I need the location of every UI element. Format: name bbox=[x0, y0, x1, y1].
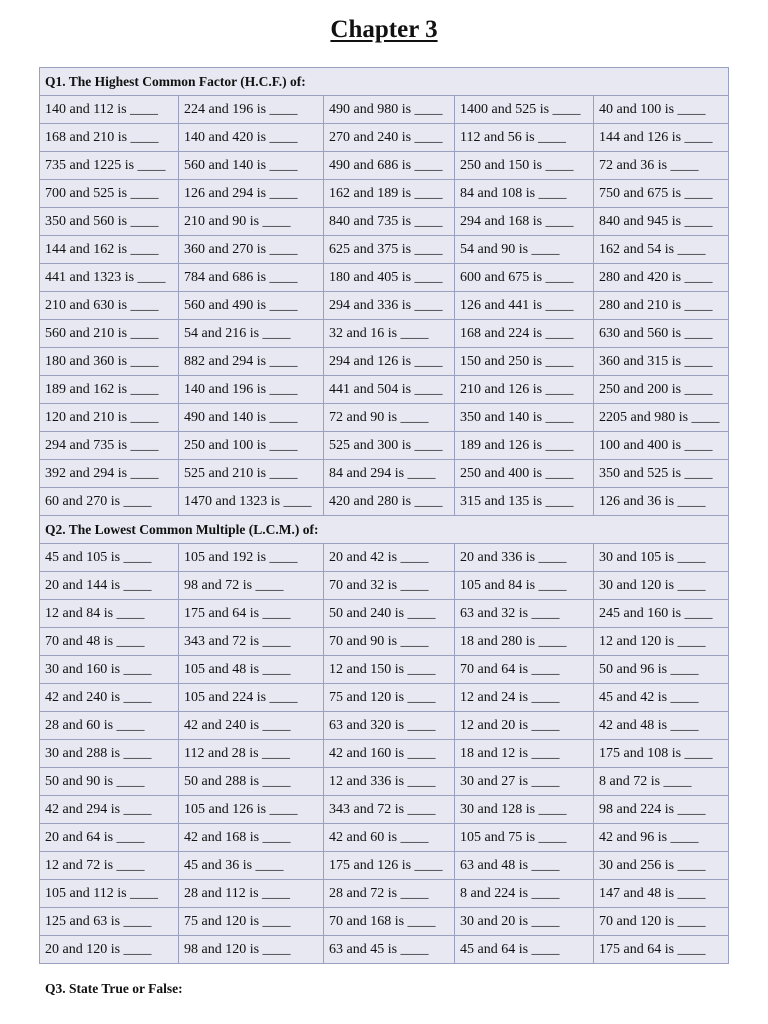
question-cell: 32 and 16 is ____ bbox=[324, 320, 455, 348]
question-cell: 280 and 210 is ____ bbox=[594, 292, 729, 320]
question-cell: 175 and 126 is ____ bbox=[324, 852, 455, 880]
question-cell: 147 and 48 is ____ bbox=[594, 880, 729, 908]
q1-heading-row bbox=[40, 68, 729, 96]
question-cell: 168 and 224 is ____ bbox=[455, 320, 594, 348]
question-cell: 70 and 64 is ____ bbox=[455, 656, 594, 684]
question-cell: 245 and 160 is ____ bbox=[594, 600, 729, 628]
question-cell: 210 and 126 is ____ bbox=[455, 376, 594, 404]
question-cell: 126 and 294 is ____ bbox=[179, 180, 324, 208]
question-cell: 30 and 120 is ____ bbox=[594, 572, 729, 600]
question-cell: 700 and 525 is ____ bbox=[40, 180, 179, 208]
table-row bbox=[40, 152, 729, 180]
question-cell: 20 and 120 is ____ bbox=[40, 936, 179, 964]
question-cell: 50 and 90 is ____ bbox=[40, 768, 179, 796]
question-cell: 70 and 90 is ____ bbox=[324, 628, 455, 656]
question-cell: 189 and 162 is ____ bbox=[40, 376, 179, 404]
question-cell: 70 and 120 is ____ bbox=[594, 908, 729, 936]
question-cell: 343 and 72 is ____ bbox=[324, 796, 455, 824]
question-cell: 105 and 126 is ____ bbox=[179, 796, 324, 824]
question-cell: 600 and 675 is ____ bbox=[455, 264, 594, 292]
question-cell: 625 and 375 is ____ bbox=[324, 236, 455, 264]
question-cell: 8 and 224 is ____ bbox=[455, 880, 594, 908]
question-cell: 70 and 48 is ____ bbox=[40, 628, 179, 656]
question-cell: 28 and 112 is ____ bbox=[179, 880, 324, 908]
page-title: Chapter 3 bbox=[330, 16, 438, 43]
question-cell: 45 and 105 is ____ bbox=[40, 544, 179, 572]
question-cell: 112 and 56 is ____ bbox=[455, 124, 594, 152]
question-cell: 50 and 240 is ____ bbox=[324, 600, 455, 628]
question-cell: 140 and 420 is ____ bbox=[179, 124, 324, 152]
table-row bbox=[40, 348, 729, 376]
question-cell: 12 and 150 is ____ bbox=[324, 656, 455, 684]
question-cell: 2205 and 980 is ____ bbox=[594, 404, 729, 432]
question-cell: 70 and 168 is ____ bbox=[324, 908, 455, 936]
table-row bbox=[40, 292, 729, 320]
question-cell: 63 and 45 is ____ bbox=[324, 936, 455, 964]
question-cell: 20 and 336 is ____ bbox=[455, 544, 594, 572]
question-cell: 28 and 60 is ____ bbox=[40, 712, 179, 740]
question-cell: 144 and 162 is ____ bbox=[40, 236, 179, 264]
question-cell: 45 and 64 is ____ bbox=[455, 936, 594, 964]
table-row bbox=[40, 320, 729, 348]
question-cell: 360 and 270 is ____ bbox=[179, 236, 324, 264]
question-cell: 42 and 168 is ____ bbox=[179, 824, 324, 852]
question-cell: 28 and 72 is ____ bbox=[324, 880, 455, 908]
question-cell: 162 and 54 is ____ bbox=[594, 236, 729, 264]
question-cell: 12 and 120 is ____ bbox=[594, 628, 729, 656]
question-cell: 360 and 315 is ____ bbox=[594, 348, 729, 376]
table-row bbox=[40, 740, 729, 768]
question-cell: 490 and 140 is ____ bbox=[179, 404, 324, 432]
question-cell: 42 and 48 is ____ bbox=[594, 712, 729, 740]
q1-heading: Q1. The Highest Common Factor (H.C.F.) of: bbox=[40, 68, 729, 96]
table-row bbox=[40, 852, 729, 880]
question-cell: 42 and 160 is ____ bbox=[324, 740, 455, 768]
table-row bbox=[40, 460, 729, 488]
question-cell: 30 and 128 is ____ bbox=[455, 796, 594, 824]
table-row bbox=[40, 600, 729, 628]
table-row bbox=[40, 180, 729, 208]
question-cell: 560 and 210 is ____ bbox=[40, 320, 179, 348]
question-cell: 224 and 196 is ____ bbox=[179, 96, 324, 124]
question-cell: 42 and 240 is ____ bbox=[179, 712, 324, 740]
question-cell: 105 and 75 is ____ bbox=[455, 824, 594, 852]
table-row bbox=[40, 628, 729, 656]
question-cell: 98 and 120 is ____ bbox=[179, 936, 324, 964]
question-cell: 70 and 32 is ____ bbox=[324, 572, 455, 600]
question-cell: 250 and 100 is ____ bbox=[179, 432, 324, 460]
question-cell: 30 and 27 is ____ bbox=[455, 768, 594, 796]
question-cell: 490 and 686 is ____ bbox=[324, 152, 455, 180]
table-row bbox=[40, 264, 729, 292]
question-cell: 40 and 100 is ____ bbox=[594, 96, 729, 124]
question-cell: 75 and 120 is ____ bbox=[179, 908, 324, 936]
question-cell: 210 and 90 is ____ bbox=[179, 208, 324, 236]
question-cell: 20 and 64 is ____ bbox=[40, 824, 179, 852]
question-cell: 840 and 945 is ____ bbox=[594, 208, 729, 236]
question-cell: 250 and 200 is ____ bbox=[594, 376, 729, 404]
question-cell: 343 and 72 is ____ bbox=[179, 628, 324, 656]
question-cell: 18 and 12 is ____ bbox=[455, 740, 594, 768]
question-cell: 12 and 336 is ____ bbox=[324, 768, 455, 796]
question-cell: 784 and 686 is ____ bbox=[179, 264, 324, 292]
question-cell: 294 and 126 is ____ bbox=[324, 348, 455, 376]
question-cell: 560 and 140 is ____ bbox=[179, 152, 324, 180]
table-row bbox=[40, 656, 729, 684]
question-cell: 75 and 120 is ____ bbox=[324, 684, 455, 712]
question-cell: 50 and 96 is ____ bbox=[594, 656, 729, 684]
question-cell: 12 and 84 is ____ bbox=[40, 600, 179, 628]
question-cell: 105 and 224 is ____ bbox=[179, 684, 324, 712]
question-cell: 441 and 1323 is ____ bbox=[40, 264, 179, 292]
question-cell: 175 and 64 is ____ bbox=[594, 936, 729, 964]
question-cell: 315 and 135 is ____ bbox=[455, 488, 594, 516]
question-cell: 525 and 210 is ____ bbox=[179, 460, 324, 488]
question-cell: 250 and 150 is ____ bbox=[455, 152, 594, 180]
question-cell: 72 and 90 is ____ bbox=[324, 404, 455, 432]
question-cell: 63 and 320 is ____ bbox=[324, 712, 455, 740]
question-cell: 30 and 288 is ____ bbox=[40, 740, 179, 768]
table-row bbox=[40, 488, 729, 516]
question-cell: 1470 and 1323 is ____ bbox=[179, 488, 324, 516]
question-cell: 105 and 192 is ____ bbox=[179, 544, 324, 572]
question-cell: 84 and 294 is ____ bbox=[324, 460, 455, 488]
q3-heading: Q3. State True or False: bbox=[45, 981, 183, 996]
question-cell: 270 and 240 is ____ bbox=[324, 124, 455, 152]
table-row bbox=[40, 208, 729, 236]
question-cell: 162 and 189 is ____ bbox=[324, 180, 455, 208]
question-cell: 50 and 288 is ____ bbox=[179, 768, 324, 796]
table-row bbox=[40, 796, 729, 824]
q2-heading-row bbox=[40, 516, 729, 544]
question-cell: 8 and 72 is ____ bbox=[594, 768, 729, 796]
question-cell: 105 and 84 is ____ bbox=[455, 572, 594, 600]
question-cell: 54 and 90 is ____ bbox=[455, 236, 594, 264]
question-cell: 144 and 126 is ____ bbox=[594, 124, 729, 152]
table-row bbox=[40, 432, 729, 460]
question-cell: 45 and 42 is ____ bbox=[594, 684, 729, 712]
table-row bbox=[40, 236, 729, 264]
table-row bbox=[40, 880, 729, 908]
question-cell: 45 and 36 is ____ bbox=[179, 852, 324, 880]
question-cell: 98 and 224 is ____ bbox=[594, 796, 729, 824]
question-cell: 42 and 60 is ____ bbox=[324, 824, 455, 852]
question-cell: 42 and 240 is ____ bbox=[40, 684, 179, 712]
question-cell: 180 and 360 is ____ bbox=[40, 348, 179, 376]
question-cell: 42 and 294 is ____ bbox=[40, 796, 179, 824]
question-cell: 441 and 504 is ____ bbox=[324, 376, 455, 404]
worksheet-table bbox=[39, 67, 729, 964]
question-cell: 175 and 108 is ____ bbox=[594, 740, 729, 768]
question-cell: 30 and 105 is ____ bbox=[594, 544, 729, 572]
question-cell: 20 and 144 is ____ bbox=[40, 572, 179, 600]
table-row bbox=[40, 768, 729, 796]
question-cell: 280 and 420 is ____ bbox=[594, 264, 729, 292]
question-cell: 105 and 112 is ____ bbox=[40, 880, 179, 908]
table-row bbox=[40, 572, 729, 600]
question-cell: 490 and 980 is ____ bbox=[324, 96, 455, 124]
question-cell: 140 and 112 is ____ bbox=[40, 96, 179, 124]
question-cell: 294 and 336 is ____ bbox=[324, 292, 455, 320]
question-cell: 126 and 441 is ____ bbox=[455, 292, 594, 320]
question-cell: 125 and 63 is ____ bbox=[40, 908, 179, 936]
question-cell: 189 and 126 is ____ bbox=[455, 432, 594, 460]
q2-heading: Q2. The Lowest Common Multiple (L.C.M.) of: bbox=[40, 516, 729, 544]
question-cell: 1400 and 525 is ____ bbox=[455, 96, 594, 124]
question-cell: 60 and 270 is ____ bbox=[40, 488, 179, 516]
table-row bbox=[40, 544, 729, 572]
question-cell: 12 and 24 is ____ bbox=[455, 684, 594, 712]
question-cell: 30 and 256 is ____ bbox=[594, 852, 729, 880]
question-cell: 12 and 72 is ____ bbox=[40, 852, 179, 880]
table-row bbox=[40, 124, 729, 152]
question-cell: 750 and 675 is ____ bbox=[594, 180, 729, 208]
question-cell: 100 and 400 is ____ bbox=[594, 432, 729, 460]
question-cell: 350 and 525 is ____ bbox=[594, 460, 729, 488]
question-cell: 30 and 160 is ____ bbox=[40, 656, 179, 684]
question-cell: 63 and 48 is ____ bbox=[455, 852, 594, 880]
question-cell: 42 and 96 is ____ bbox=[594, 824, 729, 852]
table-row bbox=[40, 96, 729, 124]
question-cell: 30 and 20 is ____ bbox=[455, 908, 594, 936]
table-row bbox=[40, 908, 729, 936]
table-row bbox=[40, 404, 729, 432]
question-cell: 126 and 36 is ____ bbox=[594, 488, 729, 516]
question-cell: 140 and 196 is ____ bbox=[179, 376, 324, 404]
question-cell: 735 and 1225 is ____ bbox=[40, 152, 179, 180]
question-cell: 294 and 168 is ____ bbox=[455, 208, 594, 236]
question-cell: 350 and 560 is ____ bbox=[40, 208, 179, 236]
table-row bbox=[40, 712, 729, 740]
question-cell: 54 and 216 is ____ bbox=[179, 320, 324, 348]
question-cell: 168 and 210 is ____ bbox=[40, 124, 179, 152]
question-cell: 525 and 300 is ____ bbox=[324, 432, 455, 460]
question-cell: 392 and 294 is ____ bbox=[40, 460, 179, 488]
table-row bbox=[40, 936, 729, 964]
question-cell: 12 and 20 is ____ bbox=[455, 712, 594, 740]
question-cell: 294 and 735 is ____ bbox=[40, 432, 179, 460]
question-cell: 63 and 32 is ____ bbox=[455, 600, 594, 628]
question-cell: 882 and 294 is ____ bbox=[179, 348, 324, 376]
question-cell: 84 and 108 is ____ bbox=[455, 180, 594, 208]
question-cell: 72 and 36 is ____ bbox=[594, 152, 729, 180]
question-cell: 840 and 735 is ____ bbox=[324, 208, 455, 236]
question-cell: 350 and 140 is ____ bbox=[455, 404, 594, 432]
table-row bbox=[40, 684, 729, 712]
question-cell: 120 and 210 is ____ bbox=[40, 404, 179, 432]
question-cell: 210 and 630 is ____ bbox=[40, 292, 179, 320]
question-cell: 250 and 400 is ____ bbox=[455, 460, 594, 488]
table-row bbox=[40, 376, 729, 404]
question-cell: 150 and 250 is ____ bbox=[455, 348, 594, 376]
question-cell: 18 and 280 is ____ bbox=[455, 628, 594, 656]
question-cell: 20 and 42 is ____ bbox=[324, 544, 455, 572]
question-cell: 630 and 560 is ____ bbox=[594, 320, 729, 348]
question-cell: 98 and 72 is ____ bbox=[179, 572, 324, 600]
question-cell: 420 and 280 is ____ bbox=[324, 488, 455, 516]
question-cell: 112 and 28 is ____ bbox=[179, 740, 324, 768]
table-row bbox=[40, 824, 729, 852]
question-cell: 105 and 48 is ____ bbox=[179, 656, 324, 684]
question-cell: 180 and 405 is ____ bbox=[324, 264, 455, 292]
question-cell: 175 and 64 is ____ bbox=[179, 600, 324, 628]
question-cell: 560 and 490 is ____ bbox=[179, 292, 324, 320]
